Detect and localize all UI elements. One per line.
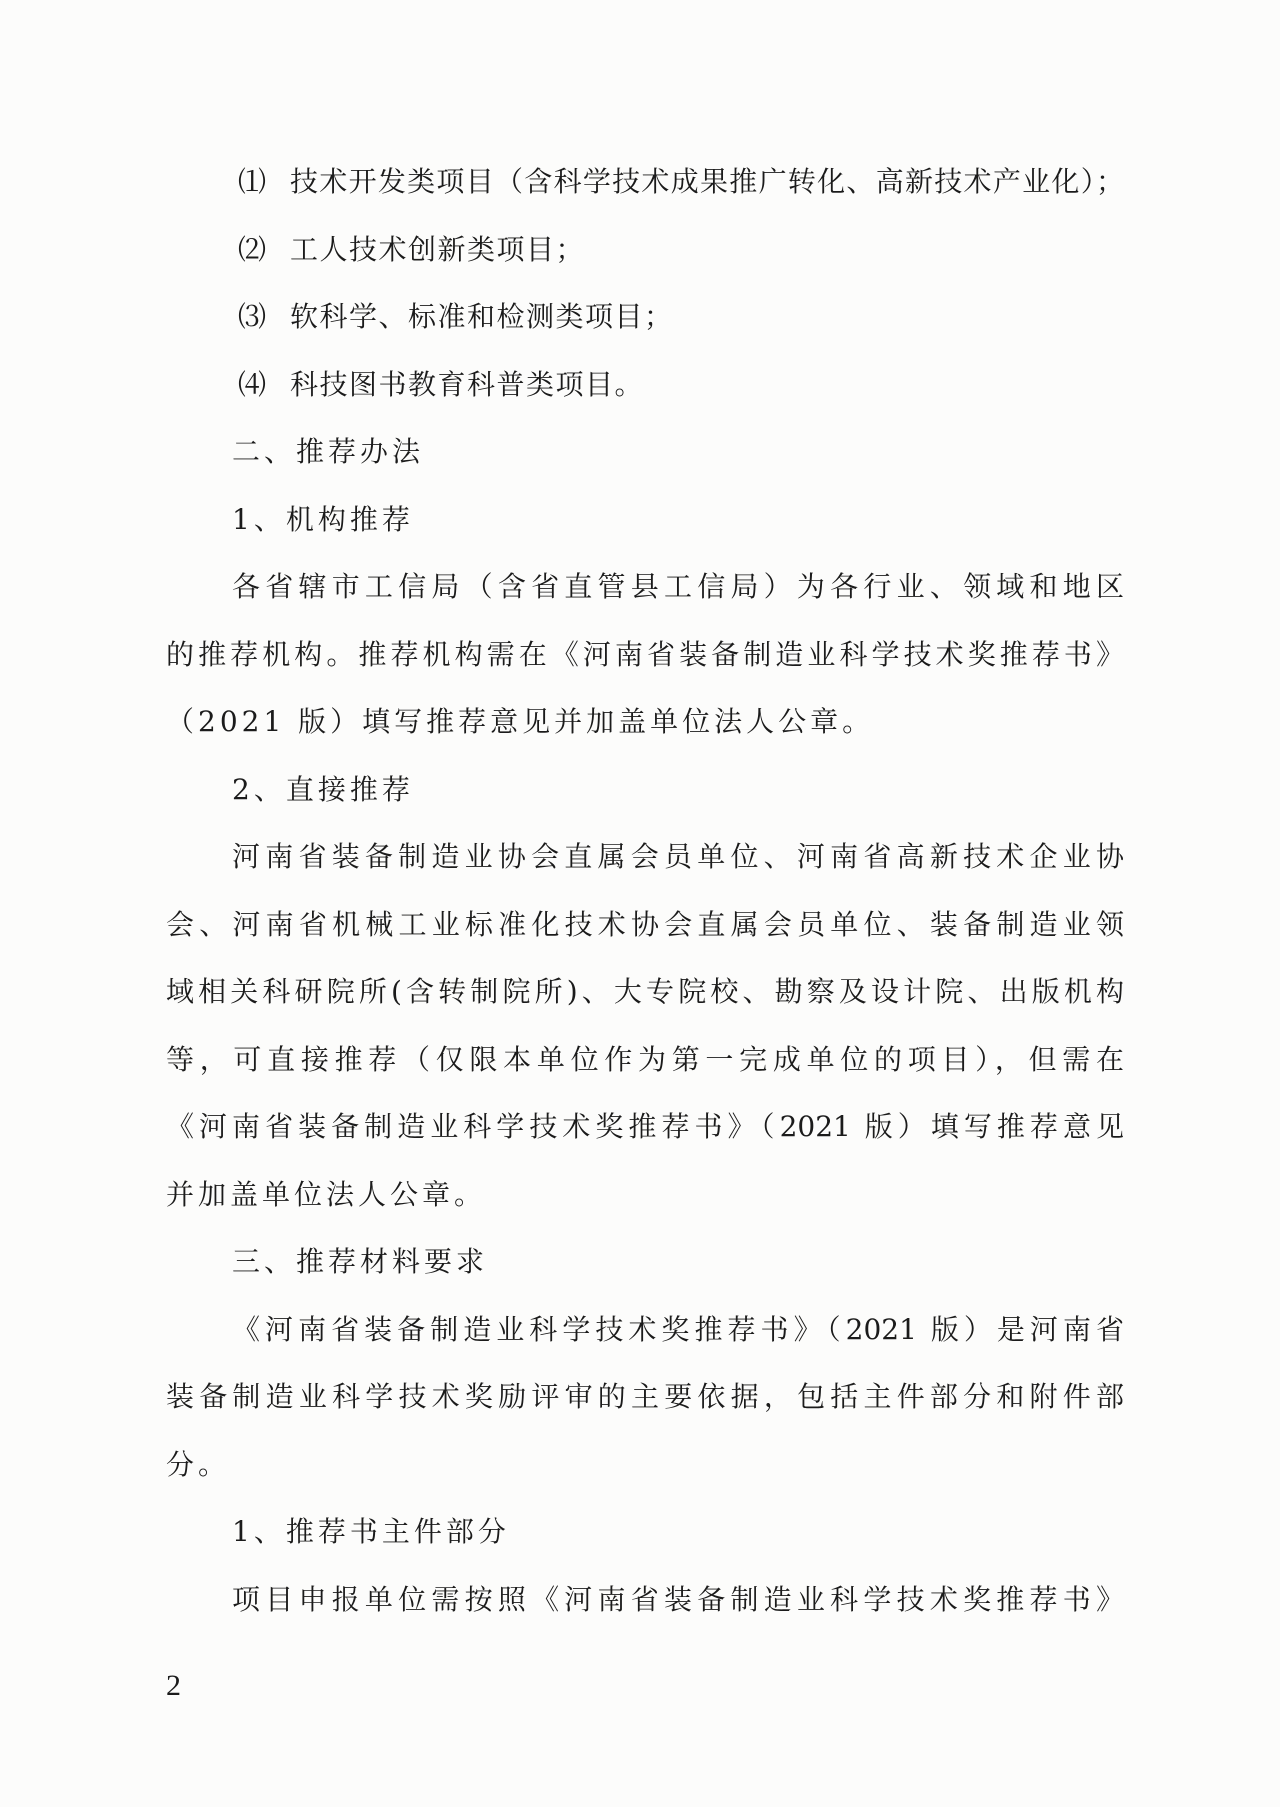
project-type-item-4 [166,351,1124,419]
paragraph-line: 域相关科研院所(含转制院所)、大专院校、勘察及设计院、出版机构 [166,975,1124,1008]
project-type-marker: ⑶ [238,300,267,333]
paragraph-line: 等，可直接推荐（仅限本单位作为第一完成单位的项目），但需在 [166,1042,1124,1076]
subsection-heading-main-part: 1、推荐书主件部分 [232,1515,510,1548]
section-heading-recommendation-method: 二、推荐办法 [232,435,425,468]
project-type-text: 技术开发类项目（含科学技术成果推广转化、高新技术产业化）； [290,165,1124,198]
project-type-marker: ⑷ [238,367,267,401]
paragraph-line: 分。 [166,1447,231,1481]
paragraph-line: 会、河南省机械工业标准化技术协会直属会员单位、装备制造业领 [166,907,1124,941]
project-type-text: 软科学、标准和检测类项目； [290,300,674,333]
subsection-heading-institutional: 1、机构推荐 [232,502,414,536]
paragraph-line: 的推荐机构。推荐机构需在《河南省装备制造业科学技术奖推荐书》 [166,637,1124,671]
subsection-heading-direct: 2、直接推荐 [232,772,414,806]
paragraph-line: （2021 版）填写推荐意见并加盖单位法人公章。 [166,705,875,738]
project-type-item-1 [166,148,1124,216]
paragraph-line: 装备制造业科学技术奖励评审的主要依据，包括主件部分和附件部 [166,1380,1124,1413]
paragraph-line: 项目申报单位需按照《河南省装备制造业科学技术奖推荐书》 [232,1582,1124,1616]
document-body [166,148,1124,1633]
project-type-item-2 [166,216,1124,284]
paragraph-line: 《河南省装备制造业科学技术奖推荐书》（2021 版）是河南省 [232,1312,1124,1346]
project-type-marker: ⑵ [238,232,267,266]
project-type-item-3 [166,283,1124,351]
paragraph-line: 并加盖单位法人公章。 [166,1177,487,1211]
project-type-marker: ⑴ [238,165,267,198]
paragraph-line: 各省辖市工信局（含省直管县工信局）为各行业、领域和地区 [232,570,1124,603]
page-number: 2 [166,1669,181,1702]
paragraph-line: 《河南省装备制造业科学技术奖推荐书》（2021 版）填写推荐意见 [166,1110,1124,1143]
project-type-text: 工人技术创新类项目； [290,232,586,266]
section-heading-materials: 三、推荐材料要求 [232,1245,489,1278]
project-type-text: 科技图书教育科普类项目。 [290,367,645,401]
paragraph-line: 河南省装备制造业协会直属会员单位、河南省高新技术企业协 [232,840,1124,873]
